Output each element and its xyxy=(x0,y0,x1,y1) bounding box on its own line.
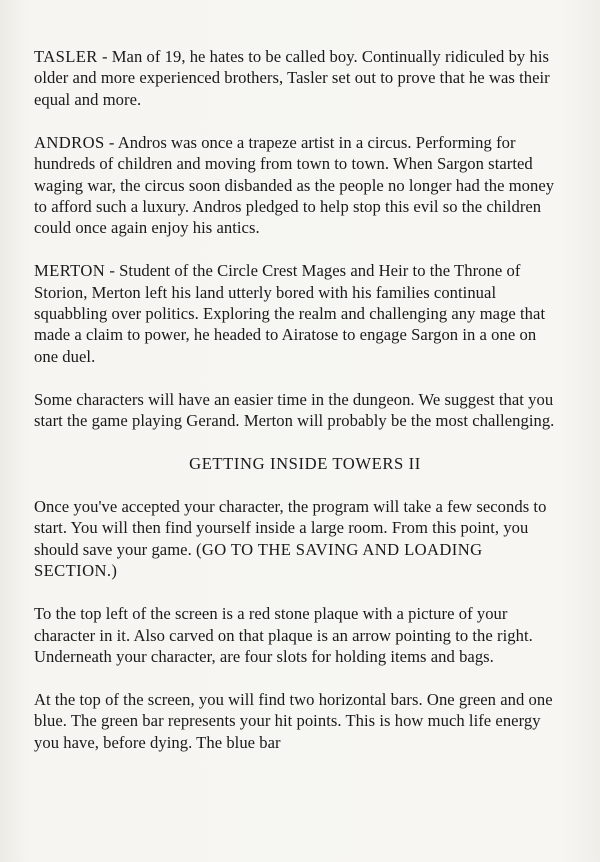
page-content xyxy=(34,46,564,775)
character-name-tasler: TASLER xyxy=(34,47,98,66)
section-heading: GETTING INSIDE TOWERS II xyxy=(189,454,421,474)
paragraph-text: Some characters will have an easier time in the dungeon. We suggest that you start the game playing Gerand. Merton will probably be the most challenging. xyxy=(34,389,555,431)
paragraph-tasler xyxy=(34,46,564,110)
paragraph-merton xyxy=(34,260,564,367)
paragraph-text: - Andros was once a trapeze artist in a circus. Performing for hundreds of children and moving from town to town. When Sargon started waging war, the circus soon disbanded as the people no longer had the money to afford such a luxury. Andros pledged to help stop this evil so the children could once again enjoy his antics. xyxy=(34,132,555,238)
paragraph-text: - Student of the Circle Crest Mages and Heir to the Throne of Storion, Merton left his land utterly bored with his families continual squabbling over politics. Exploring the realm and challenging any mage that made a claim to power, he headed to Airatose to engage Sargon in a one on one duel. xyxy=(34,261,546,366)
paragraph-plaque xyxy=(34,603,564,667)
paragraph-text: - Man of 19, he hates to be called boy. Continually ridiculed by his older and more experienced brothers, Tasler set out to prove that he was their equal and more. xyxy=(34,47,550,109)
character-name-merton: MERTON xyxy=(34,261,106,281)
paragraph-text: Once you've accepted your character, the program will take a few seconds to start. You will then find yourself inside a large room. From this point, you should save your game. xyxy=(34,497,547,559)
character-name-andros: ANDROS xyxy=(34,132,105,152)
paragraph-text: To the top left of the screen is a red stone plaque with a picture of your character in it. Also carved on that plaque is an arrow pointing to the right. Underneath your character, are four slots for holding items and bags. xyxy=(34,604,533,666)
paragraph-advice xyxy=(34,389,564,432)
paragraph-bars xyxy=(34,689,564,753)
paragraph-andros xyxy=(34,132,564,239)
cross-reference: (GO TO THE SAVING AND LOADING SECTION.) xyxy=(34,539,483,581)
paragraph-start xyxy=(34,496,564,582)
paragraph-text: At the top of the screen, you will find two horizontal bars. One green and one blue. The green bar represents your hit points. This is how much life energy you have, before dying. The blue bar xyxy=(34,689,553,752)
